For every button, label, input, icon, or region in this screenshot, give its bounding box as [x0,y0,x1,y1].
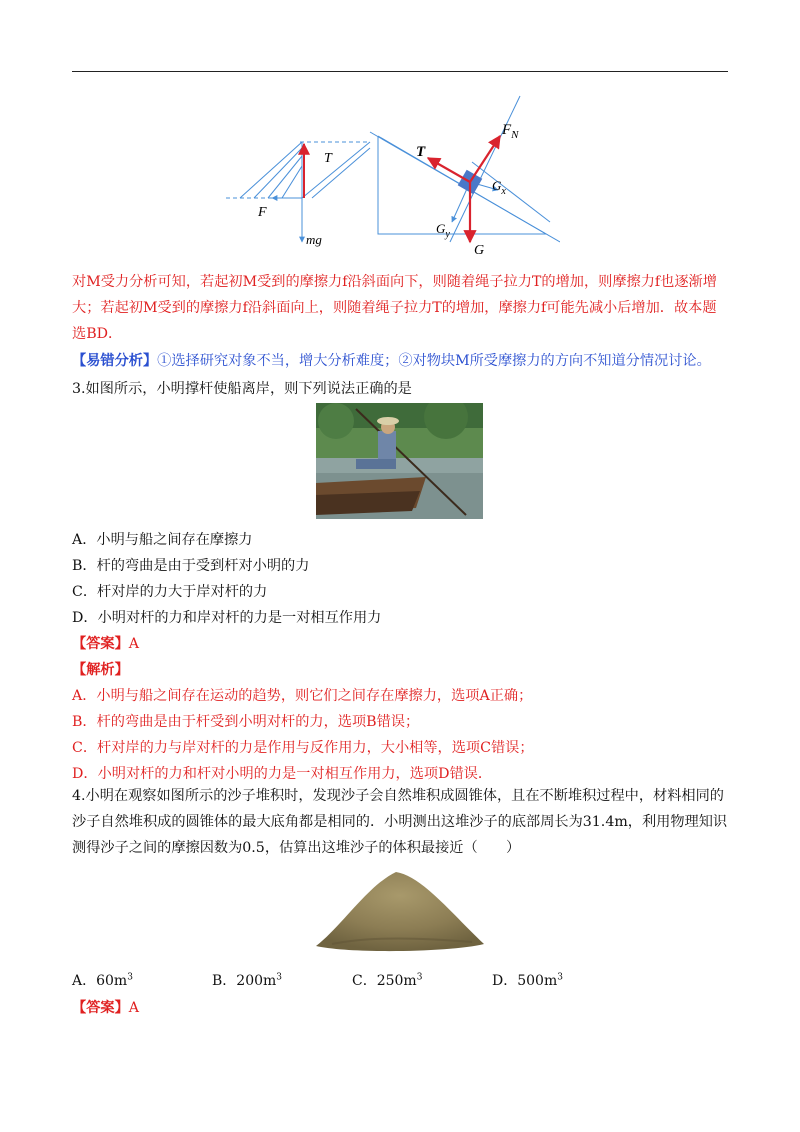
label-g: G [474,243,485,258]
label-f: F [258,205,267,220]
q3-option-b: B．杆的弯曲是由于受到杆对小明的力 [72,558,310,574]
q3-stem: 3.如图所示，小明撑杆使船离岸，则下列说法正确的是 [72,381,412,397]
q4-option-b: B．$200m^3$ [212,972,283,989]
q3-option-c: C．杆对岸的力大于岸对杆的力 [72,584,268,600]
q3-explain-d: D．小明对杆的力和杆对小明的力是一对相互作用力，选项D错误． [72,766,493,782]
error-analysis-tag: 【易错分析】 [72,353,158,369]
normal-force-arrow [470,136,500,182]
incline-figure [370,96,560,242]
q4-answer-tag: 【答案】 [72,1000,129,1016]
q3-answer [72,633,139,653]
q3-option-d: D．小明对杆的力和岸对杆的力是一对相互作用力 [72,610,382,626]
error-analysis-text: ①选择研究对象不当，增大分析难度；②对物块M所受摩擦力的方向不知道分情况讨论。 [157,353,711,369]
boat-photo [316,403,483,519]
q3-explain-b: B．杆的弯曲是由于杆受到小明对杆的力，选项B错误； [72,714,420,730]
q4-option-a: A．$60m^3$ [72,972,133,989]
analysis-paragraph: 对M受力分析可知，若起初M受到的摩擦力f沿斜面向下，则随着绳子拉力T的增加，则摩擦力f也逐渐增大；若起初M受到的摩擦力f沿斜面向上，则随着绳子拉力T的增加，摩擦力f可能先减小后增加．故本题选BD． [72,274,717,342]
q4-stem: 4.小明在观察如图所示的沙子堆积时，发现沙子会自然堆积成圆锥体，且在不断堆积过程中，材料相同的沙子自然堆积成的圆锥体的最大底角都是相同的．小明测出这堆沙子的底部周长为31.4m，利用物理知识测得沙子之间的摩擦因数为0.5，估算出这堆沙子的体积最接近（ ） [72,788,728,856]
label-t-right: T [416,144,426,160]
label-fn: $F_N$ [502,122,519,141]
sand-pile-photo [312,866,488,954]
label-mg: mg [306,232,322,247]
q3-answer-tag: 【答案】 [72,636,129,652]
q3-answer-value: A [128,636,140,652]
label-gy: $G_y$ [436,221,450,240]
q3-explain-a: A．小明与船之间存在运动的趋势，则它们之间存在摩擦力，选项A正确； [72,688,533,704]
left-force-triangle [226,142,370,242]
force-diagram [220,92,560,268]
q4-option-c: C．$250m^3$ [352,972,423,989]
q3-explain-c: C．杆对岸的力与岸对杆的力是作用与反作用力，大小相等，选项C错误； [72,740,534,756]
q3-explain-tag: 【解析】 [72,662,129,678]
header-rule [72,71,728,72]
q4-answer [72,997,139,1017]
tension-arrow-right [428,158,470,182]
q3-option-a: A．小明与船之间存在摩擦力 [72,532,253,548]
q4-answer-value: A [128,1000,140,1016]
label-t-left: T [324,151,332,166]
q4-option-d: D．$500m^3$ [492,972,563,989]
error-analysis [72,350,711,370]
label-gx: $G_x$ [492,178,506,197]
